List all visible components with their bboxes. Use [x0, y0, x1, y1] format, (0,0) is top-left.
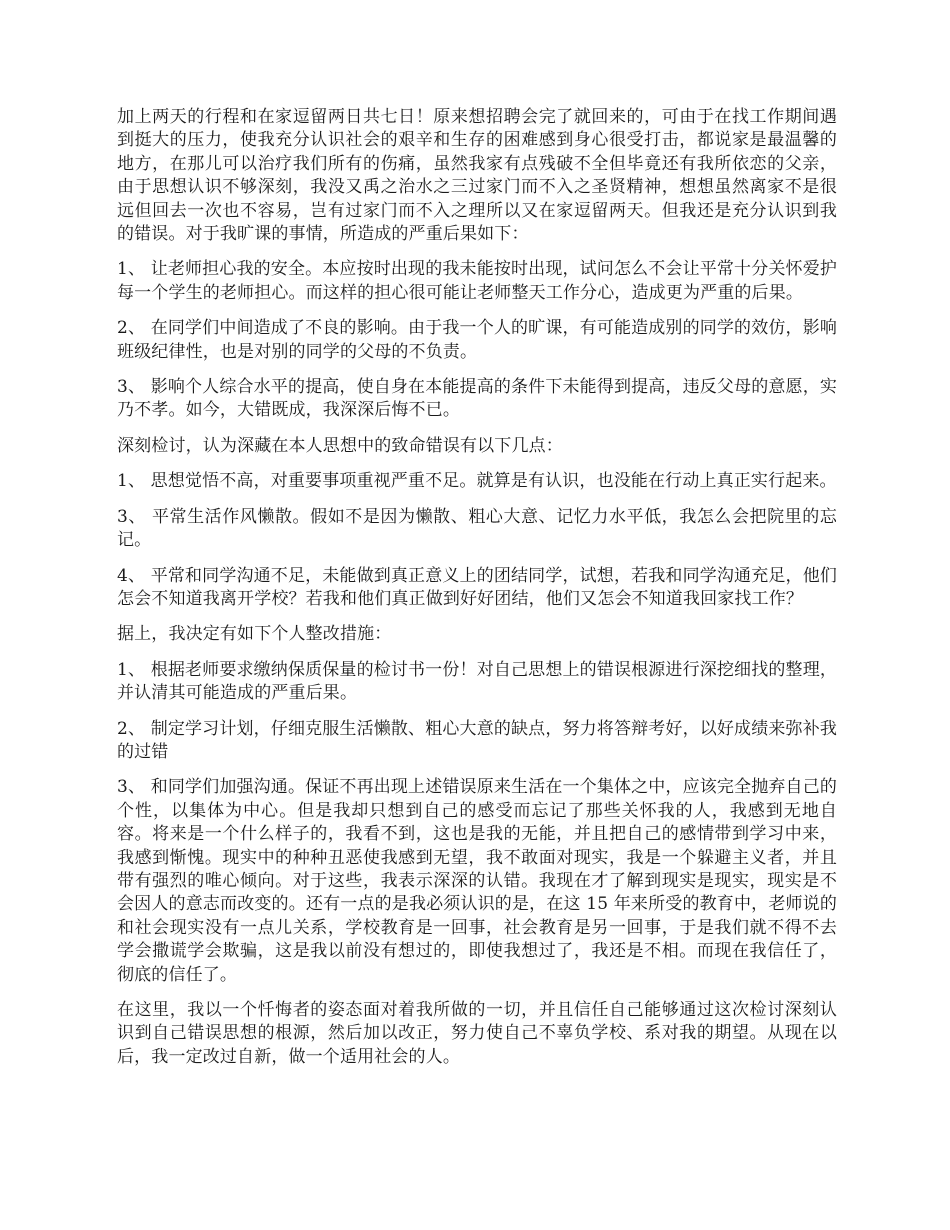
document-body — [117, 106, 837, 1081]
paragraph-measures-heading: 据上，我决定有如下个人整改措施： — [117, 624, 392, 645]
paragraph-consequence-2: 2、 在同学们中间造成了不良的影响。由于我一个人的旷课，有可能造成别的同学的效仿，影响班级纪律性，也是对别的同学的父母的不负责。 — [117, 318, 837, 362]
paragraph-fault-4: 4、 平常和同学沟通不足，未能做到真正意义上的团结同学，试想，若我和同学沟通充足，他们怎会不知道我离开学校？若我和他们真正做到好好团结，他们又怎会不知道我回家找工作？ — [117, 565, 837, 609]
paragraph-measure-1: 1、 根据老师要求缴纳保质保量的检讨书一份！对自己思想上的错误根源进行深挖细找的整理，并认清其可能造成的严重后果。 — [117, 659, 837, 704]
paragraph-measure-3: 3、 和同学们加强沟通。保证不再出现上述错误原来生活在一个集体之中，应该完全抛弃自己的个性，以集体为中心。但是我却只想到自己的感受而忘记了那些关怀我的人，我感到无地自容。将来是一个什么样子的，我看不到，这也是我的无能，并且把自己的感情带到学习中来，我感到惭愧。现实中的种种丑恶使我感到无望，我不敢面对现实，我是一个躲避主义者，并且带有强烈的唯心倾向。对于这些，我表示深深的认错。我现在才了解到现实是现实，现实是不会因人的意志而改变的。还有一点的是我必须认识的是，在这 15 年来所受的教育中，老师说的和社会现实没有一点儿关系，学校教育是一回事，社会教育是另一回事，于是我们就不得不去学会撒谎学会欺骗，这是我以前没有想过的，即使我想过了，我还是不相。而现在我信任了，彻底的信任了。 — [117, 777, 837, 985]
paragraph-conclusion: 在这里，我以一个忏悔者的姿态面对着我所做的一切，并且信任自己能够通过这次检讨深刻认识到自己错误思想的根源，然后加以改正，努力使自己不辜负学校、系对我的期望。从现在以后，我一定改过自新，做一个适用社会的人。 — [117, 1000, 837, 1067]
paragraph-consequence-1: 1、 让老师担心我的安全。本应按时出现的我未能按时出现，试问怎么不会让平常十分关怀爱护每一个学生的老师担心。而这样的担心很可能让老师整天工作分心，造成更为严重的后果。 — [117, 259, 837, 303]
paragraph-consequence-3: 3、 影响个人综合水平的提高，使自身在本能提高的条件下未能得到提高，违反父母的意愿，实乃不孝。如今，大错既成，我深深后悔不已。 — [117, 377, 837, 421]
paragraph-intro: 加上两天的行程和在家逗留两日共七日！原来想招聘会完了就回来的，可由于在找工作期间遇到挺大的压力，使我充分认识社会的艰辛和生存的困难感到身心很受打击，都说家是最温馨的地方，在那儿可以治疗我们所有的伤痛，虽然我家有点残破不全但毕竟还有我所依恋的父亲，由于思想认识不够深刻，我没又禹之治水之三过家门而不入之圣贤精神，想想虽然离家不是很远但回去一次也不容易，岂有过家门而不入之理所以又在家逗留两天。但我还是充分认识到我的错误。对于我旷课的事情，所造成的严重后果如下： — [117, 107, 837, 245]
paragraph-reflection-heading: 深刻检讨，认为深藏在本人思想中的致命错误有以下几点： — [117, 435, 563, 456]
paragraph-fault-3: 3、 平常生活作风懒散。假如不是因为懒散、粗心大意、记忆力水平低，我怎么会把院里的忘记。 — [117, 506, 837, 551]
paragraph-measure-2: 2、 制定学习计划，仔细克服生活懒散、粗心大意的缺点，努力将答辩考好，以好成绩来弥补我的过错 — [117, 718, 837, 762]
paragraph-fault-1: 1、 思想觉悟不高，对重要事项重视严重不足。就算是有认识，也没能在行动上真正实行起来。 — [117, 471, 837, 492]
